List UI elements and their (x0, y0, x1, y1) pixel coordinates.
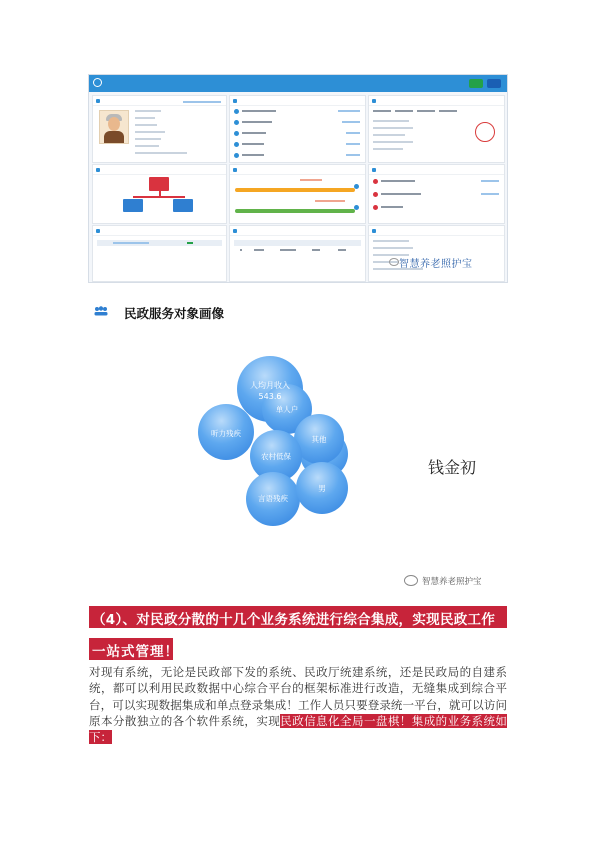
bubble-label-speech: 言语残疾 (258, 494, 288, 503)
bottom-left-panel (92, 225, 227, 282)
people-group-icon (94, 306, 108, 316)
bubble-label-hearing: 听力残疾 (211, 429, 241, 438)
bubble-label-rural: 农村低保 (261, 452, 291, 461)
body-paragraph (89, 664, 507, 745)
paragraph-highlight: 民政信息化全局一盘棋！集成的业务系统如下： (89, 713, 507, 745)
income-label: 人均月收入 (250, 381, 290, 390)
section4-title-line1: （4）、对民政分散的十几个业务系统进行综合集成，实现民政工作 (92, 612, 496, 628)
bubble-label-income (242, 380, 298, 402)
section-heading: 民政服务对象画像 (124, 306, 225, 321)
bubble-label-male: 男 (318, 484, 326, 493)
bubble-chart (190, 350, 370, 530)
person-info-panel (92, 95, 227, 163)
toolbar-blue-button (487, 79, 501, 88)
family-tree-panel (92, 164, 227, 224)
paragraph-text: 对现有系统，无论是民政部下发的系统、民政厅统建系统，还是民政局的自建系统，都可以利用民政数据中心综合平台的框架标准进行改造，无缝集成到综合平台，可以实现数据集成和单点登录集成！工作人员只要登录统一平台，就可以访问原本分散独立的各个软件系统，实现 (89, 665, 507, 728)
wechat-icon (404, 575, 418, 586)
timeline-panel (229, 164, 366, 224)
bubble-label-other: 其他 (311, 435, 327, 444)
official-seal (475, 122, 495, 142)
wechat-icon (389, 258, 399, 266)
dashboard-screenshot (88, 74, 508, 283)
certificate-panel (368, 95, 505, 163)
dashboard-watermark: 智慧养老照护宝 (399, 259, 473, 270)
record-table-panel (229, 225, 366, 282)
search-icon (93, 78, 102, 87)
service-list-panel (368, 164, 505, 224)
income-value: 543.6 (258, 392, 282, 401)
bubble-label-single: 单人户 (275, 405, 299, 414)
elder-avatar (99, 110, 129, 144)
status-list-panel (229, 95, 366, 163)
bottom-right-panel (368, 225, 505, 282)
person-name: 钱金初 (428, 458, 477, 477)
toolbar-green-button (469, 79, 483, 88)
section4-title-line2: 一站式管理！ (92, 644, 179, 660)
figure-watermark: 智慧养老照护宝 (422, 577, 482, 587)
dashboard-toolbar (89, 75, 507, 92)
